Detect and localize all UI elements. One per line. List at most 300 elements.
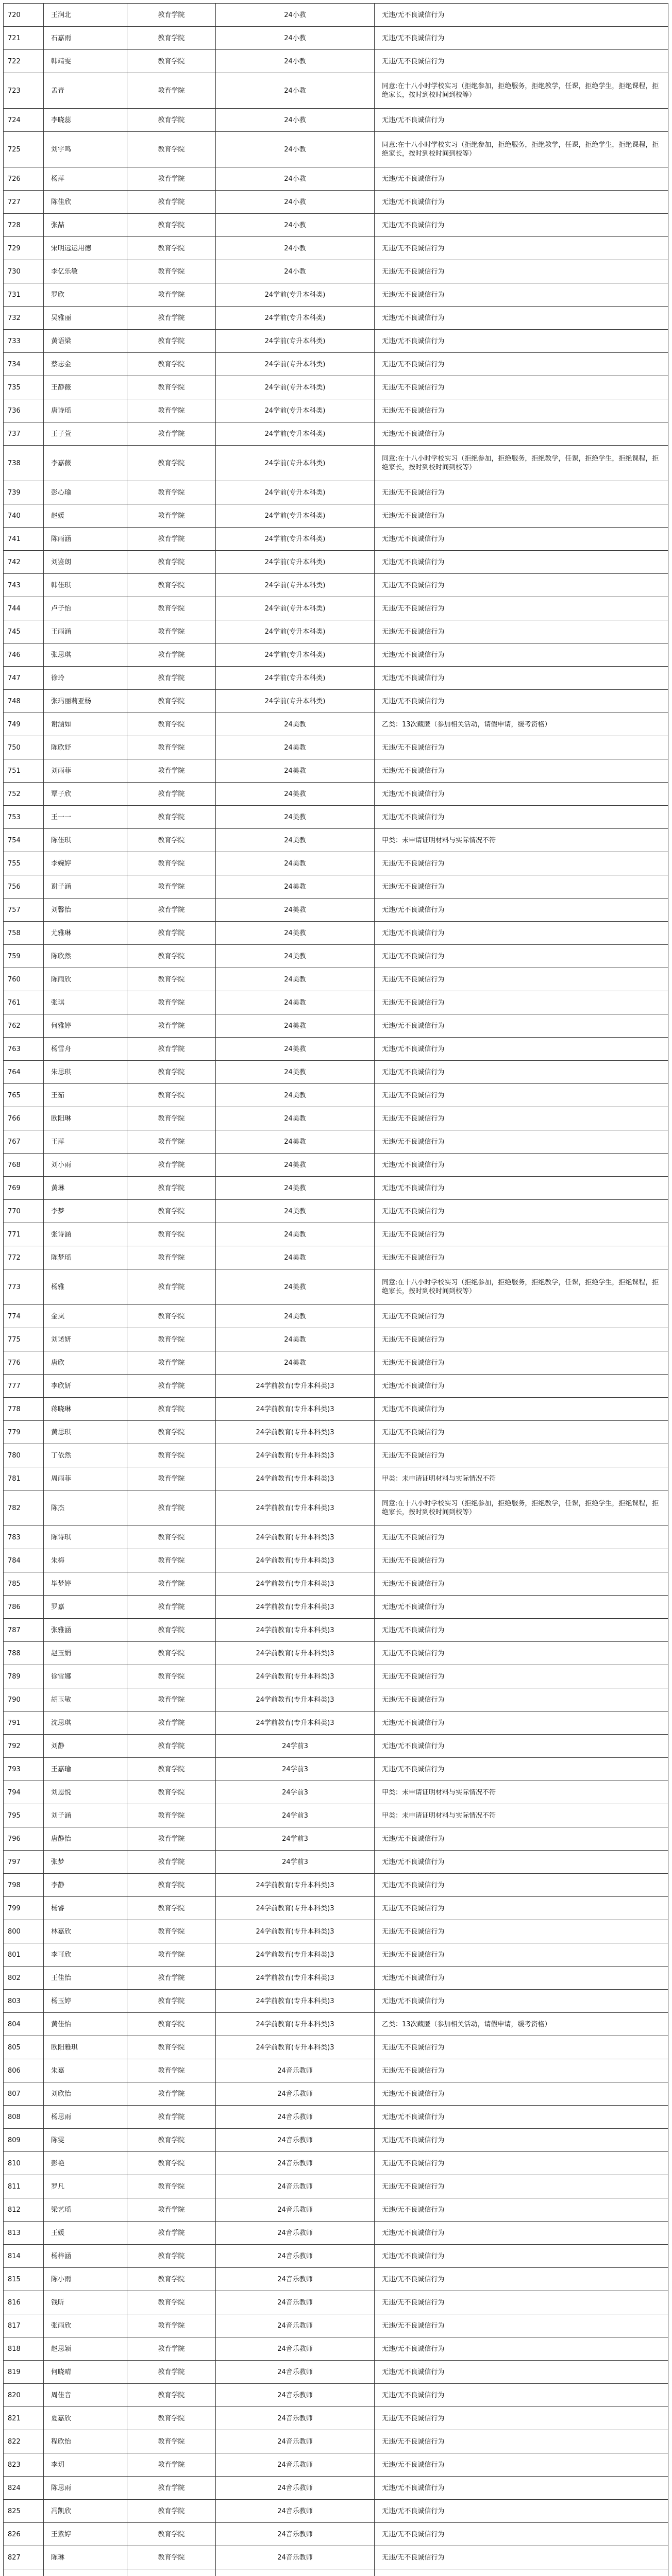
table-row bbox=[4, 829, 668, 852]
table-row bbox=[4, 2198, 668, 2222]
record-reason: 无违/无不良诚信行为 bbox=[375, 214, 668, 237]
table-row bbox=[4, 690, 668, 713]
unit-name: 教育学院 bbox=[127, 1642, 216, 1665]
student-name: 罗欣 bbox=[44, 283, 127, 307]
row-number: 726 bbox=[4, 167, 44, 191]
row-number: 805 bbox=[4, 2036, 44, 2059]
student-name: 唐诗瑶 bbox=[44, 399, 127, 422]
record-reason: 无违/无不良诚信行为 bbox=[375, 2361, 668, 2384]
class-category: 24小教 bbox=[216, 50, 375, 73]
unit-name: 教育学院 bbox=[127, 1549, 216, 1572]
unit-name: 教育学院 bbox=[127, 1084, 216, 1107]
class-category: 24学前(专升本科类) bbox=[216, 597, 375, 620]
class-category: 24音乐教师 bbox=[216, 2152, 375, 2175]
row-number: 824 bbox=[4, 2477, 44, 2500]
record-reason: 无违/无不良诚信行为 bbox=[375, 1758, 668, 1781]
student-name: 宋明远运用德 bbox=[44, 237, 127, 260]
table-row bbox=[4, 1177, 668, 1200]
row-number: 760 bbox=[4, 968, 44, 991]
class-category: 24学前教育(专升本科类)3 bbox=[216, 1967, 375, 1990]
table-row bbox=[4, 551, 668, 574]
unit-name: 教育学院 bbox=[127, 2407, 216, 2430]
record-reason: 无违/无不良诚信行为 bbox=[375, 1014, 668, 1038]
record-reason: 无违/无不良诚信行为 bbox=[375, 1351, 668, 1375]
table-row bbox=[4, 2523, 668, 2546]
class-category: 24学前教育(专升本科类)3 bbox=[216, 1990, 375, 2013]
row-number: 764 bbox=[4, 1061, 44, 1084]
row-number: 734 bbox=[4, 353, 44, 376]
table-row bbox=[4, 1444, 668, 1467]
student-name: 刘诺妍 bbox=[44, 1328, 127, 1351]
row-number: 825 bbox=[4, 2500, 44, 2523]
unit-name: 教育学院 bbox=[127, 1398, 216, 1421]
unit-name: 教育学院 bbox=[127, 1781, 216, 1804]
record-reason: 无违/无不良诚信行为 bbox=[375, 759, 668, 783]
student-name: 徐雪娜 bbox=[44, 1665, 127, 1688]
student-name: 何雅婷 bbox=[44, 1014, 127, 1038]
table-row bbox=[4, 376, 668, 399]
row-number: 746 bbox=[4, 643, 44, 667]
row-number: 783 bbox=[4, 1526, 44, 1549]
row-number: 739 bbox=[4, 481, 44, 504]
class-category: 24美教 bbox=[216, 1107, 375, 1130]
unit-name: 教育学院 bbox=[127, 1688, 216, 1711]
unit-name: 教育学院 bbox=[127, 1827, 216, 1851]
class-category: 24学前3 bbox=[216, 1827, 375, 1851]
class-category: 24学前教育(专升本科类)3 bbox=[216, 1874, 375, 1897]
class-category: 24学前教育(专升本科类)3 bbox=[216, 1490, 375, 1526]
unit-name: 教育学院 bbox=[127, 690, 216, 713]
unit-name: 教育学院 bbox=[127, 1572, 216, 1596]
record-reason: 无违/无不良诚信行为 bbox=[375, 1874, 668, 1897]
record-reason bbox=[375, 2569, 668, 2576]
row-number: 813 bbox=[4, 2222, 44, 2245]
row-number: 789 bbox=[4, 1665, 44, 1688]
class-category: 24音乐教师 bbox=[216, 2059, 375, 2082]
unit-name: 教育学院 bbox=[127, 2198, 216, 2222]
unit-name: 教育学院 bbox=[127, 1467, 216, 1490]
table-row bbox=[4, 1549, 668, 1572]
unit-name: 教育学院 bbox=[127, 50, 216, 73]
student-name: 杨雪舟 bbox=[44, 1038, 127, 1061]
unit-name: 教育学院 bbox=[127, 1107, 216, 1130]
class-category: 24美教 bbox=[216, 829, 375, 852]
record-reason: 无违/无不良诚信行为 bbox=[375, 399, 668, 422]
row-number: 800 bbox=[4, 1920, 44, 1943]
table-row bbox=[4, 783, 668, 806]
row-number: 812 bbox=[4, 2198, 44, 2222]
student-name: 陈雯 bbox=[44, 2129, 127, 2152]
student-name: 张琪 bbox=[44, 991, 127, 1014]
row-number: 755 bbox=[4, 852, 44, 875]
class-category: 24学前(专升本科类) bbox=[216, 353, 375, 376]
unit-name: 教育学院 bbox=[127, 736, 216, 759]
student-name: 刘馨怡 bbox=[44, 899, 127, 922]
record-reason: 无违/无不良诚信行为 bbox=[375, 945, 668, 968]
student-name: 蒋晓琳 bbox=[44, 1398, 127, 1421]
class-category: 24音乐教师 bbox=[216, 2453, 375, 2477]
table-row bbox=[4, 260, 668, 283]
table-row bbox=[4, 2314, 668, 2337]
class-category: 24小教 bbox=[216, 27, 375, 50]
table-row bbox=[4, 2106, 668, 2129]
table-row bbox=[4, 2546, 668, 2569]
row-number: 773 bbox=[4, 1269, 44, 1305]
record-reason: 无违/无不良诚信行为 bbox=[375, 1851, 668, 1874]
student-name: 刘宇鸣 bbox=[44, 132, 127, 167]
unit-name: 教育学院 bbox=[127, 2477, 216, 2500]
row-number: 727 bbox=[4, 191, 44, 214]
table-row bbox=[4, 1526, 668, 1549]
class-category bbox=[216, 2569, 375, 2576]
unit-name: 教育学院 bbox=[127, 109, 216, 132]
record-reason: 无违/无不良诚信行为 bbox=[375, 1711, 668, 1735]
row-number: 771 bbox=[4, 1223, 44, 1246]
class-category: 24学前教育(专升本科类)3 bbox=[216, 1596, 375, 1619]
class-category: 24美教 bbox=[216, 1061, 375, 1084]
row-number: 737 bbox=[4, 422, 44, 446]
row-number: 804 bbox=[4, 2013, 44, 2036]
class-category: 24学前(专升本科类) bbox=[216, 481, 375, 504]
class-category: 24美教 bbox=[216, 945, 375, 968]
student-name: 赵媛 bbox=[44, 504, 127, 528]
unit-name: 教育学院 bbox=[127, 399, 216, 422]
record-reason: 无违/无不良诚信行为 bbox=[375, 2036, 668, 2059]
unit-name: 教育学院 bbox=[127, 260, 216, 283]
unit-name: 教育学院 bbox=[127, 2384, 216, 2407]
record-reason: 无违/无不良诚信行为 bbox=[375, 1398, 668, 1421]
class-category: 24小教 bbox=[216, 191, 375, 214]
table-row bbox=[4, 643, 668, 667]
record-reason: 无违/无不良诚信行为 bbox=[375, 899, 668, 922]
student-name: 张雨欣 bbox=[44, 2314, 127, 2337]
table-row bbox=[4, 1596, 668, 1619]
table-row bbox=[4, 1351, 668, 1375]
row-number: 797 bbox=[4, 1851, 44, 1874]
unit-name: 教育学院 bbox=[127, 2106, 216, 2129]
row-number: 725 bbox=[4, 132, 44, 167]
record-reason: 无违/无不良诚信行为 bbox=[375, 27, 668, 50]
class-category: 24小教 bbox=[216, 167, 375, 191]
record-reason: 无违/无不良诚信行为 bbox=[375, 1596, 668, 1619]
row-number: 736 bbox=[4, 399, 44, 422]
record-reason: 无违/无不良诚信行为 bbox=[375, 2407, 668, 2430]
row-number: 808 bbox=[4, 2106, 44, 2129]
unit-name: 教育学院 bbox=[127, 307, 216, 330]
record-reason: 无违/无不良诚信行为 bbox=[375, 1897, 668, 1920]
class-category: 24美教 bbox=[216, 783, 375, 806]
table-row bbox=[4, 1130, 668, 1154]
table-row bbox=[4, 422, 668, 446]
record-reason: 无违/无不良诚信行为 bbox=[375, 167, 668, 191]
student-name: 吴雅丽 bbox=[44, 307, 127, 330]
student-name: 张喆 bbox=[44, 214, 127, 237]
table-row bbox=[4, 214, 668, 237]
record-reason: 无违/无不良诚信行为 bbox=[375, 2500, 668, 2523]
table-row bbox=[4, 399, 668, 422]
table-row bbox=[4, 2036, 668, 2059]
table-row bbox=[4, 945, 668, 968]
student-name: 陈思雨 bbox=[44, 2477, 127, 2500]
record-reason: 无违/无不良诚信行为 bbox=[375, 991, 668, 1014]
record-reason: 甲类：未申请证明材料与实际情况不符 bbox=[375, 1781, 668, 1804]
table-row bbox=[4, 759, 668, 783]
unit-name: 教育学院 bbox=[127, 376, 216, 399]
table-row bbox=[4, 1851, 668, 1874]
row-number: 753 bbox=[4, 806, 44, 829]
unit-name: 教育学院 bbox=[127, 528, 216, 551]
table-row bbox=[4, 50, 668, 73]
row-number: 769 bbox=[4, 1177, 44, 1200]
unit-name: 教育学院 bbox=[127, 1351, 216, 1375]
student-name: 王萍 bbox=[44, 1130, 127, 1154]
unit-name: 教育学院 bbox=[127, 2268, 216, 2291]
student-name: 王一一 bbox=[44, 806, 127, 829]
student-name: 陈诗琪 bbox=[44, 1526, 127, 1549]
record-reason: 甲类：未申请证明材料与实际情况不符 bbox=[375, 829, 668, 852]
student-name: 李婉婷 bbox=[44, 852, 127, 875]
row-number: 748 bbox=[4, 690, 44, 713]
unit-name: 教育学院 bbox=[127, 759, 216, 783]
table-row bbox=[4, 353, 668, 376]
record-reason: 无违/无不良诚信行为 bbox=[375, 1061, 668, 1084]
student-name: 朱思琪 bbox=[44, 1061, 127, 1084]
class-category: 24小教 bbox=[216, 109, 375, 132]
row-number: 776 bbox=[4, 1351, 44, 1375]
record-reason: 无违/无不良诚信行为 bbox=[375, 2546, 668, 2569]
student-name: 毕梦婷 bbox=[44, 1572, 127, 1596]
table-row bbox=[4, 1758, 668, 1781]
student-name: 黄佳怡 bbox=[44, 2013, 127, 2036]
student-name: 李欣妍 bbox=[44, 1375, 127, 1398]
student-name: 王茹 bbox=[44, 1084, 127, 1107]
class-category: 24学前3 bbox=[216, 1758, 375, 1781]
class-category: 24美教 bbox=[216, 1084, 375, 1107]
student-name: 王佳怡 bbox=[44, 1967, 127, 1990]
table-row bbox=[4, 330, 668, 353]
table-row bbox=[4, 504, 668, 528]
student-name: 杨思雨 bbox=[44, 2106, 127, 2129]
student-name: 刘子涵 bbox=[44, 1804, 127, 1827]
unit-name: 教育学院 bbox=[127, 783, 216, 806]
row-number: 815 bbox=[4, 2268, 44, 2291]
student-name: 陈佳琪 bbox=[44, 829, 127, 852]
unit-name: 教育学院 bbox=[127, 214, 216, 237]
student-name: 刘雨菲 bbox=[44, 759, 127, 783]
unit-name: 教育学院 bbox=[127, 1804, 216, 1827]
unit-name: 教育学院 bbox=[127, 1061, 216, 1084]
class-category: 24美教 bbox=[216, 713, 375, 736]
class-category: 24音乐教师 bbox=[216, 2291, 375, 2314]
class-category: 24学前教育(专升本科类)3 bbox=[216, 2013, 375, 2036]
class-category: 24学前教育(专升本科类)3 bbox=[216, 1467, 375, 1490]
table-row bbox=[4, 2222, 668, 2245]
record-reason: 无违/无不良诚信行为 bbox=[375, 690, 668, 713]
class-category: 24音乐教师 bbox=[216, 2523, 375, 2546]
record-reason: 无违/无不良诚信行为 bbox=[375, 1943, 668, 1967]
student-name: 蔡志金 bbox=[44, 353, 127, 376]
unit-name: 教育学院 bbox=[127, 899, 216, 922]
unit-name: 教育学院 bbox=[127, 2430, 216, 2453]
class-category: 24音乐教师 bbox=[216, 2129, 375, 2152]
row-number: 767 bbox=[4, 1130, 44, 1154]
class-category: 24学前(专升本科类) bbox=[216, 667, 375, 690]
table-row bbox=[4, 109, 668, 132]
unit-name: 教育学院 bbox=[127, 1874, 216, 1897]
row-number: 763 bbox=[4, 1038, 44, 1061]
record-reason: 无违/无不良诚信行为 bbox=[375, 551, 668, 574]
row-number: 770 bbox=[4, 1200, 44, 1223]
table-row bbox=[4, 2082, 668, 2106]
unit-name: 教育学院 bbox=[127, 1990, 216, 2013]
unit-name: 教育学院 bbox=[127, 132, 216, 167]
table-row bbox=[4, 1619, 668, 1642]
record-reason: 无违/无不良诚信行为 bbox=[375, 968, 668, 991]
table-row bbox=[4, 1246, 668, 1269]
unit-name: 教育学院 bbox=[127, 643, 216, 667]
unit-name: 教育学院 bbox=[127, 27, 216, 50]
class-category: 24学前3 bbox=[216, 1781, 375, 1804]
row-number: 802 bbox=[4, 1967, 44, 1990]
class-category: 24学前(专升本科类) bbox=[216, 399, 375, 422]
table-row bbox=[4, 2337, 668, 2361]
record-reason: 无违/无不良诚信行为 bbox=[375, 852, 668, 875]
table-row bbox=[4, 875, 668, 899]
unit-name: 教育学院 bbox=[127, 1943, 216, 1967]
unit-name: 教育学院 bbox=[127, 2500, 216, 2523]
table-row bbox=[4, 4, 668, 27]
record-reason: 无违/无不良诚信行为 bbox=[375, 620, 668, 643]
unit-name: 教育学院 bbox=[127, 2361, 216, 2384]
student-name: 赵思颖 bbox=[44, 2337, 127, 2361]
record-reason: 同意:在十八小时学校实习（拒绝参加，拒绝服务，拒绝教学，任课，拒绝学生，拒绝课程，拒绝家长，按时到校时间到校等） bbox=[375, 1269, 668, 1305]
unit-name: 教育学院 bbox=[127, 1177, 216, 1200]
table-row bbox=[4, 899, 668, 922]
record-reason: 无违/无不良诚信行为 bbox=[375, 2523, 668, 2546]
record-reason: 无违/无不良诚信行为 bbox=[375, 1688, 668, 1711]
row-number: 749 bbox=[4, 713, 44, 736]
record-reason: 无违/无不良诚信行为 bbox=[375, 1827, 668, 1851]
table-row bbox=[4, 1990, 668, 2013]
unit-name: 教育学院 bbox=[127, 1200, 216, 1223]
class-category: 24学前教育(专升本科类)3 bbox=[216, 1619, 375, 1642]
table-row bbox=[4, 1804, 668, 1827]
record-reason: 无违/无不良诚信行为 bbox=[375, 597, 668, 620]
class-category: 24美教 bbox=[216, 968, 375, 991]
table-row bbox=[4, 1920, 668, 1943]
table-row bbox=[4, 1665, 668, 1688]
table-row bbox=[4, 620, 668, 643]
student-name: 杨梓涵 bbox=[44, 2245, 127, 2268]
unit-name: 教育学院 bbox=[127, 237, 216, 260]
record-reason: 无违/无不良诚信行为 bbox=[375, 2453, 668, 2477]
unit-name: 教育学院 bbox=[127, 713, 216, 736]
class-category: 24美教 bbox=[216, 1177, 375, 1200]
student-name: 罗凡 bbox=[44, 2175, 127, 2198]
table-row bbox=[4, 1014, 668, 1038]
table-row bbox=[4, 1735, 668, 1758]
record-reason: 无违/无不良诚信行为 bbox=[375, 1967, 668, 1990]
row-number: 814 bbox=[4, 2245, 44, 2268]
row-number: 743 bbox=[4, 574, 44, 597]
student-name: 张雅涵 bbox=[44, 1619, 127, 1642]
record-reason: 无违/无不良诚信行为 bbox=[375, 806, 668, 829]
student-name: 黄语梁 bbox=[44, 330, 127, 353]
unit-name: 教育学院 bbox=[127, 1711, 216, 1735]
table-row bbox=[4, 1061, 668, 1084]
unit-name: 教育学院 bbox=[127, 1223, 216, 1246]
unit-name: 教育学院 bbox=[127, 2291, 216, 2314]
table-row bbox=[4, 1269, 668, 1305]
class-category: 24学前教育(专升本科类)3 bbox=[216, 1897, 375, 1920]
table-row bbox=[4, 2245, 668, 2268]
class-category: 24美教 bbox=[216, 806, 375, 829]
record-reason: 甲类：未申请证明材料与实际情况不符 bbox=[375, 1467, 668, 1490]
record-reason: 无违/无不良诚信行为 bbox=[375, 2106, 668, 2129]
record-reason: 无违/无不良诚信行为 bbox=[375, 2268, 668, 2291]
class-category: 24小教 bbox=[216, 73, 375, 109]
row-number: 793 bbox=[4, 1758, 44, 1781]
record-reason: 无违/无不良诚信行为 bbox=[375, 353, 668, 376]
row-number: 826 bbox=[4, 2523, 44, 2546]
record-reason: 无违/无不良诚信行为 bbox=[375, 1572, 668, 1596]
class-category: 24美教 bbox=[216, 1223, 375, 1246]
unit-name: 教育学院 bbox=[127, 2036, 216, 2059]
row-number: 807 bbox=[4, 2082, 44, 2106]
table-row bbox=[4, 1967, 668, 1990]
row-number: 780 bbox=[4, 1444, 44, 1467]
student-name: 王紫婷 bbox=[44, 2523, 127, 2546]
record-reason: 无违/无不良诚信行为 bbox=[375, 237, 668, 260]
row-number: 801 bbox=[4, 1943, 44, 1967]
table-row bbox=[4, 2059, 668, 2082]
row-number: 761 bbox=[4, 991, 44, 1014]
class-category: 24音乐教师 bbox=[216, 2361, 375, 2384]
unit-name: 教育学院 bbox=[127, 922, 216, 945]
record-reason: 无违/无不良诚信行为 bbox=[375, 4, 668, 27]
class-category: 24学前3 bbox=[216, 1735, 375, 1758]
record-reason: 无违/无不良诚信行为 bbox=[375, 528, 668, 551]
unit-name: 教育学院 bbox=[127, 1246, 216, 1269]
unit-name: 教育学院 bbox=[127, 829, 216, 852]
class-category: 24学前3 bbox=[216, 1804, 375, 1827]
class-category: 24音乐教师 bbox=[216, 2430, 375, 2453]
student-name: 孟青 bbox=[44, 73, 127, 109]
student-name: 王嘉瑜 bbox=[44, 1758, 127, 1781]
table-row bbox=[4, 1827, 668, 1851]
table-row bbox=[4, 481, 668, 504]
table-row bbox=[4, 2500, 668, 2523]
record-reason: 无违/无不良诚信行为 bbox=[375, 307, 668, 330]
row-number: 731 bbox=[4, 283, 44, 307]
unit-name: 教育学院 bbox=[127, 1920, 216, 1943]
table-row bbox=[4, 806, 668, 829]
unit-name: 教育学院 bbox=[127, 620, 216, 643]
record-reason: 无违/无不良诚信行为 bbox=[375, 260, 668, 283]
student-name: 尤雅琳 bbox=[44, 922, 127, 945]
table-row bbox=[4, 1084, 668, 1107]
record-reason: 无违/无不良诚信行为 bbox=[375, 2198, 668, 2222]
record-reason: 无违/无不良诚信行为 bbox=[375, 330, 668, 353]
student-name: 李玥 bbox=[44, 2453, 127, 2477]
table-row bbox=[4, 2569, 668, 2576]
record-reason: 无违/无不良诚信行为 bbox=[375, 1038, 668, 1061]
table-row bbox=[4, 1200, 668, 1223]
class-category: 24音乐教师 bbox=[216, 2500, 375, 2523]
table-row bbox=[4, 2291, 668, 2314]
class-category: 24学前教育(专升本科类)3 bbox=[216, 1375, 375, 1398]
row-number: 818 bbox=[4, 2337, 44, 2361]
